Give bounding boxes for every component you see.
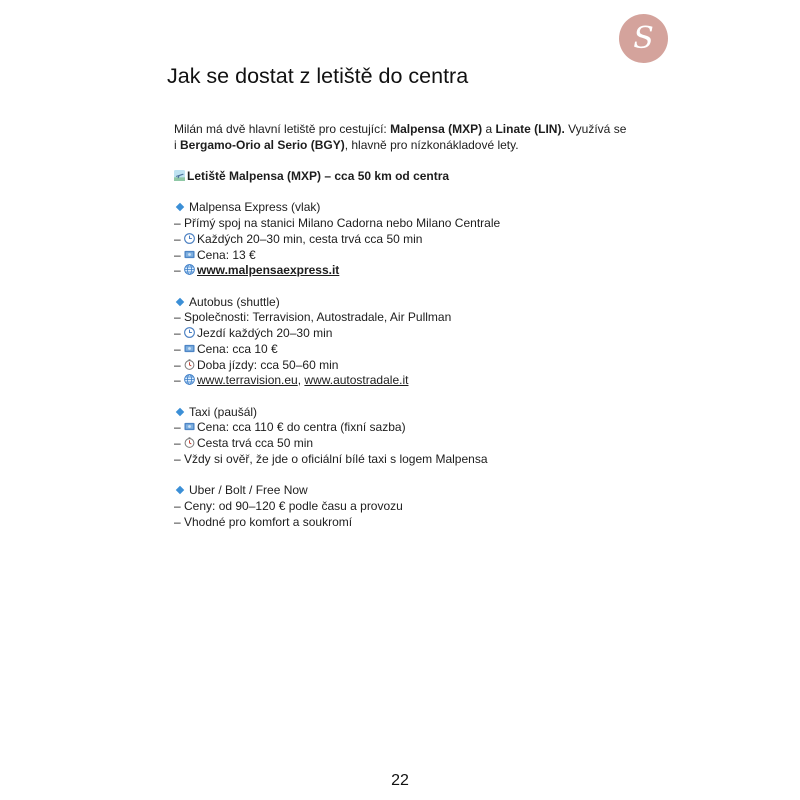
list-item xyxy=(174,326,644,342)
section-title-express xyxy=(174,200,644,216)
dash: – xyxy=(174,231,185,246)
airport-heading-text: Letiště Malpensa (MXP) – cca 50 km od centra xyxy=(187,169,450,184)
list-item: – Společnosti: Terravision, Autostradale, Air Pullman xyxy=(174,310,452,325)
section-title-text: Malpensa Express (vlak) xyxy=(189,200,321,215)
list-item-text: Cena: cca 10 € xyxy=(197,341,278,356)
list-item xyxy=(174,263,644,279)
malpensa-express-link[interactable]: www.malpensaexpress.it xyxy=(197,263,340,278)
list-item xyxy=(174,232,644,248)
page-title: Jak se dostat z letiště do centra xyxy=(167,64,469,88)
airport-bgy: Bergamo-Orio al Serio (BGY) xyxy=(180,137,345,152)
section-title-text: Autobus (shuttle) xyxy=(189,294,280,309)
blue-diamond-icon xyxy=(176,407,184,415)
list-item-text: Jezdí každých 20–30 min xyxy=(197,326,333,341)
globe-icon xyxy=(184,264,195,275)
list-item: – Přímý spoj na stanici Milano Cadorna nebo Milano Centrale xyxy=(174,216,501,231)
list-item: – Vždy si ověř, že jde o oficiální bílé taxi s logem Malpensa xyxy=(174,451,488,466)
section-title-text: Taxi (paušál) xyxy=(189,404,258,419)
list-item xyxy=(174,373,644,389)
intro-text: a xyxy=(482,122,496,136)
globe-icon xyxy=(184,374,195,385)
list-item xyxy=(174,436,644,452)
list-item-text: Doba jízdy: cca 50–60 min xyxy=(197,357,339,372)
airport-lin: Linate (LIN). xyxy=(495,122,565,136)
section-title-bus xyxy=(174,295,644,311)
section-title-uber xyxy=(174,483,644,499)
dash: – xyxy=(174,357,185,372)
stopwatch-icon xyxy=(184,359,195,370)
list-item-text: Cena: 13 € xyxy=(197,247,256,262)
logo-letter: S xyxy=(633,20,654,56)
dash: – xyxy=(174,341,185,356)
airport-icon xyxy=(174,170,185,181)
list-item xyxy=(174,342,644,358)
page-content xyxy=(174,122,644,530)
list-item: – Vhodné pro komfort a soukromí xyxy=(174,514,353,529)
intro-text: Milán má dvě hlavní letiště pro cestující: xyxy=(174,122,391,136)
list-item xyxy=(174,358,644,374)
clock-icon xyxy=(184,233,195,244)
dash: – xyxy=(174,420,185,435)
blue-diamond-icon xyxy=(176,203,184,211)
dash: – xyxy=(174,263,185,278)
list-item-text: Cena: cca 110 € do centra (fixní sazba) xyxy=(197,420,406,435)
dash: – xyxy=(174,373,185,388)
dash: – xyxy=(174,436,185,450)
banknote-icon xyxy=(184,343,195,354)
dash: – xyxy=(174,247,185,262)
banknote-icon xyxy=(184,249,195,260)
section-title-text: Uber / Bolt / Free Now xyxy=(189,483,308,498)
link-separator: , xyxy=(297,373,305,388)
autostradale-link[interactable]: www.autostradale.it xyxy=(304,373,409,388)
list-item: – Ceny: od 90–120 € podle času a provozu xyxy=(174,498,403,513)
list-item xyxy=(174,420,644,436)
list-item xyxy=(174,248,644,264)
stopwatch-icon xyxy=(184,437,195,448)
list-item-text: Cesta trvá cca 50 min xyxy=(197,436,314,450)
blue-diamond-icon xyxy=(176,297,184,305)
intro-text: i xyxy=(174,137,180,152)
section-title-taxi xyxy=(174,405,644,421)
intro-text: , hlavně pro nízkonákladové lety. xyxy=(344,137,519,152)
airport-mxp: Malpensa (MXP) xyxy=(390,122,483,136)
banknote-icon xyxy=(184,421,195,432)
airport-heading xyxy=(174,169,644,185)
clock-icon xyxy=(184,327,195,338)
intro-line-1 xyxy=(174,122,644,138)
list-item-text: Každých 20–30 min, cesta trvá cca 50 min xyxy=(197,231,423,246)
page-number: 22 xyxy=(391,772,409,789)
dash: – xyxy=(174,326,185,341)
blue-diamond-icon xyxy=(176,486,184,494)
brand-logo xyxy=(619,14,668,63)
intro-line-2 xyxy=(174,138,644,154)
terravision-link[interactable]: www.terravision.eu xyxy=(197,373,298,388)
intro-text: Využívá se xyxy=(564,122,627,136)
